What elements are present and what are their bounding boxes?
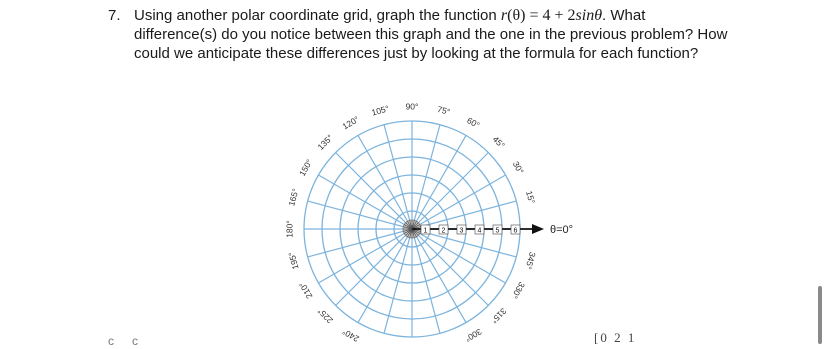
angle-label-195: 195° [286, 250, 301, 271]
polar-spoke-315 [412, 229, 488, 305]
formula-theta: θ [594, 7, 603, 24]
angle-label-90: 90° [405, 101, 419, 112]
angle-label-30: 30° [510, 159, 526, 176]
polar-spoke-120 [358, 135, 412, 229]
radial-label-4: 4 [477, 227, 482, 235]
angle-label-60: 60° [465, 115, 482, 131]
polar-zero-axis [412, 224, 573, 236]
formula-theta-arg: (θ) [507, 7, 526, 24]
angle-label-210: 210° [296, 280, 315, 301]
question-text-before: Using another polar coordinate grid, graph the function [134, 7, 501, 24]
polar-spoke-225 [336, 229, 412, 305]
polar-spoke-30 [412, 175, 506, 229]
polar-spoke-150 [318, 175, 412, 229]
polar-spoke-45 [412, 153, 488, 229]
formula-sin: sin [575, 7, 595, 24]
angle-label-225: 225° [315, 306, 335, 326]
angle-label-135: 135° [315, 132, 335, 152]
radial-label-6: 6 [513, 227, 518, 235]
radial-label-1: 1 [423, 227, 428, 235]
formula-r: r [500, 7, 508, 24]
angle-label-150: 150° [296, 157, 315, 178]
polar-spoke-60 [412, 135, 466, 229]
angle-label-345: 345° [523, 250, 538, 271]
angle-label-315: 315° [489, 306, 509, 326]
angle-label-75: 75° [436, 103, 452, 117]
polar-spoke-300 [412, 229, 466, 323]
angle-label-105: 105° [370, 103, 391, 118]
angle-label-240: 240° [340, 326, 361, 344]
polar-spoke-135 [336, 153, 412, 229]
angle-label-15: 15° [524, 189, 538, 205]
radial-label-5: 5 [495, 227, 500, 235]
polar-spoke-210 [318, 229, 412, 283]
scrollbar-thumb[interactable] [818, 286, 822, 344]
question-text-after: . What difference(s) do you notice between this graph and the one in the previous problem? How could we anticipate these differences just by looking at the formula for each function? [134, 7, 728, 62]
cropped-left-fragment-2: c [132, 334, 138, 348]
question-number: 7. [108, 7, 121, 24]
cropped-left-fragment-1: c [108, 334, 114, 348]
radial-label-3: 3 [459, 227, 464, 235]
cropped-next-text: [0 2 1 [594, 330, 637, 345]
angle-label-45: 45° [490, 134, 507, 151]
radial-label-2: 2 [441, 227, 446, 235]
angle-label-300: 300° [463, 326, 484, 344]
angle-label-330: 330° [509, 280, 528, 301]
angle-label-165: 165° [286, 187, 301, 208]
zero-axis-arrowhead [532, 224, 544, 234]
polar-spoke-330 [412, 229, 506, 283]
angle-label-120: 120° [340, 113, 361, 132]
zero-angle-label: θ=0° [550, 224, 574, 236]
formula-rhs: = 4 + 2 [525, 7, 576, 24]
angle-label-180: 180° [284, 220, 295, 238]
polar-spoke-240 [358, 229, 412, 323]
